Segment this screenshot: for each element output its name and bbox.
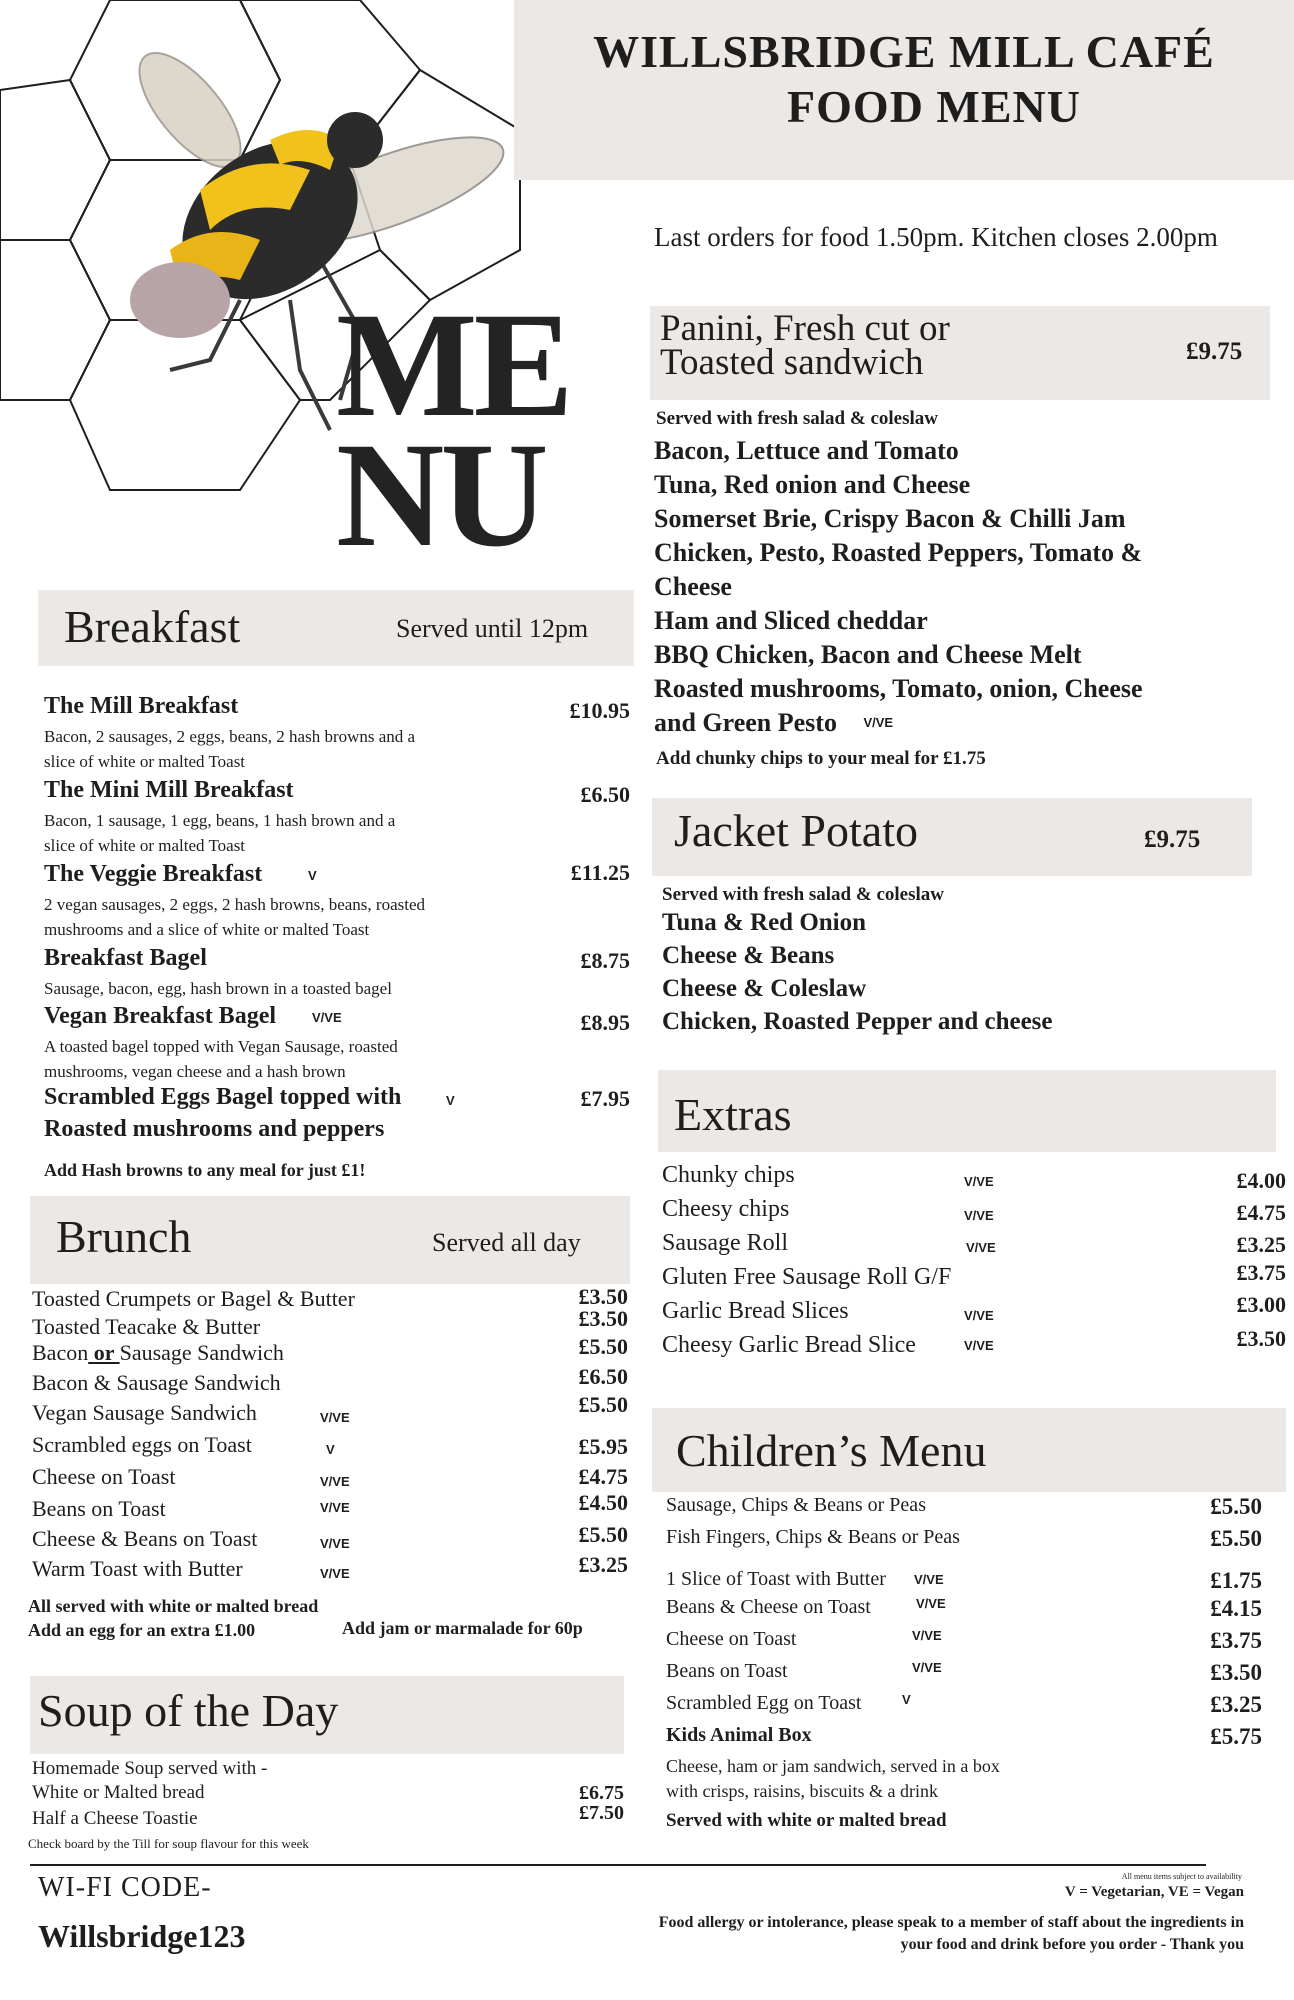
item-price: £5.95 bbox=[578, 1434, 628, 1459]
brunch-list bbox=[28, 1284, 628, 1644]
diet-tag: V/VE bbox=[312, 1010, 342, 1025]
diet-tag: V bbox=[308, 868, 317, 883]
item-desc bbox=[44, 808, 395, 858]
item-name-line-2: Roasted mushrooms and peppers bbox=[44, 1116, 385, 1142]
list-item: Roasted mushrooms, Tomato, onion, Cheese bbox=[654, 674, 1143, 703]
diet-tag: V/VE bbox=[964, 1338, 994, 1353]
list-item: Bacon, Lettuce and Tomato bbox=[654, 436, 959, 465]
diet-tag: V/VE bbox=[863, 715, 894, 730]
diet-tag: V/VE bbox=[320, 1474, 350, 1489]
page-title bbox=[514, 24, 1294, 134]
item-name: Half a Cheese Toastie bbox=[32, 1808, 198, 1829]
menu-word-graphic bbox=[336, 282, 570, 578]
item-price: £7.50 bbox=[579, 1802, 624, 1824]
item-price: £1.75 bbox=[1210, 1568, 1262, 1593]
panini-title bbox=[660, 308, 950, 383]
list-item bbox=[654, 706, 1274, 744]
item-price: £3.00 bbox=[1236, 1292, 1286, 1317]
item-name-part: Bacon bbox=[32, 1340, 89, 1365]
item-price: £4.75 bbox=[1236, 1200, 1286, 1225]
panini-list bbox=[654, 434, 1274, 744]
item-name: Garlic Bread Slices bbox=[662, 1298, 849, 1324]
list-item: Chicken, Roasted Pepper and cheese bbox=[662, 1008, 1053, 1035]
brunch-note-egg: Add an egg for an extra £1.00 bbox=[28, 1620, 256, 1640]
item-name: Breakfast Bagel bbox=[44, 945, 207, 971]
item-name: Warm Toast with Butter bbox=[32, 1556, 243, 1581]
item-price: £4.15 bbox=[1210, 1596, 1262, 1621]
children-list bbox=[666, 1494, 1262, 1844]
item-price: £5.50 bbox=[578, 1522, 628, 1547]
breakfast-served-note: Served until 12pm bbox=[396, 614, 589, 643]
item-desc bbox=[44, 892, 425, 942]
item-name-part: Sausage Sandwich bbox=[119, 1340, 284, 1365]
item-price: £7.95 bbox=[580, 1086, 630, 1111]
diet-tag: V/VE bbox=[966, 1240, 996, 1255]
item-price: £5.50 bbox=[578, 1334, 628, 1359]
item-price: £8.95 bbox=[580, 1010, 630, 1035]
diet-tag: V/VE bbox=[964, 1308, 994, 1323]
item-name: Vegan Breakfast Bagel bbox=[44, 1003, 277, 1029]
allergy-note bbox=[659, 1912, 1244, 1956]
list-item: Ham and Sliced cheddar bbox=[654, 606, 928, 635]
wifi-code: Willsbridge123 bbox=[38, 1918, 246, 1954]
item-price: £3.25 bbox=[578, 1552, 628, 1577]
list-item: Tuna, Red onion and Cheese bbox=[654, 470, 971, 499]
last-orders-note: Last orders for food 1.50pm. Kitchen closes 2.00pm bbox=[654, 222, 1218, 252]
item-price: £3.50 bbox=[578, 1306, 628, 1331]
item-name: Scrambled Eggs Bagel topped with bbox=[44, 1084, 402, 1110]
brunch-note-bread: All served with white or malted bread bbox=[28, 1596, 319, 1616]
item-name: Beans on Toast bbox=[32, 1496, 166, 1521]
children-note: Served with white or malted bread bbox=[666, 1810, 947, 1831]
page-title-line-1: WILLSBRIDGE MILL CAFÉ bbox=[593, 26, 1215, 77]
item-desc-line: mushrooms, vegan cheese and a hash brown bbox=[44, 1062, 346, 1081]
children-title: Children’s Menu bbox=[676, 1425, 987, 1476]
item-price: £5.50 bbox=[1210, 1526, 1262, 1551]
footer-divider bbox=[30, 1864, 1206, 1866]
item-desc bbox=[44, 724, 415, 774]
item-name: Scrambled eggs on Toast bbox=[32, 1432, 252, 1457]
item-price: £8.75 bbox=[580, 948, 630, 973]
panini-title-line-1: Panini, Fresh cut or bbox=[660, 308, 950, 349]
item-name: Bacon & Sausage Sandwich bbox=[32, 1370, 281, 1395]
item-name bbox=[32, 1340, 284, 1366]
wifi-label: WI-FI CODE- bbox=[38, 1872, 212, 1903]
item-price: £3.75 bbox=[1210, 1628, 1262, 1653]
item-name: Sausage, Chips & Beans or Peas bbox=[666, 1494, 926, 1516]
item-desc bbox=[44, 1034, 398, 1084]
item-name: Cheesy Garlic Bread Slice bbox=[662, 1332, 916, 1358]
item-price: £3.50 bbox=[1236, 1326, 1286, 1351]
list-item: Cheese & Beans bbox=[662, 942, 835, 969]
list-item: BBQ Chicken, Bacon and Cheese Melt bbox=[654, 640, 1082, 669]
item-price: £5.50 bbox=[1210, 1494, 1262, 1519]
list-item: Cheese & Coleslaw bbox=[662, 975, 867, 1002]
item-price: £6.50 bbox=[578, 1364, 628, 1389]
item-desc-line: Cheese, ham or jam sandwich, served in a box bbox=[666, 1756, 1000, 1776]
item-desc-line: Bacon, 1 sausage, 1 egg, beans, 1 hash brown and a bbox=[44, 811, 396, 830]
item-name: Toasted Crumpets or Bagel & Butter bbox=[32, 1286, 355, 1311]
item-price: £3.25 bbox=[1210, 1692, 1262, 1717]
item-price: £10.95 bbox=[569, 698, 630, 723]
diet-tag: V bbox=[902, 1692, 911, 1707]
diet-tag: V/VE bbox=[916, 1596, 946, 1611]
item-name: Beans & Cheese on Toast bbox=[666, 1596, 871, 1618]
diet-legend: V = Vegetarian, VE = Vegan bbox=[1064, 1884, 1244, 1900]
item-name: Cheese on Toast bbox=[32, 1464, 176, 1489]
diet-tag: V/VE bbox=[912, 1628, 942, 1643]
diet-tag: V bbox=[446, 1093, 455, 1108]
item-name: Fish Fingers, Chips & Beans or Peas bbox=[666, 1526, 960, 1548]
extras-title: Extras bbox=[674, 1089, 792, 1140]
item-name: The Mini Mill Breakfast bbox=[44, 777, 294, 803]
item-name: Toasted Teacake & Butter bbox=[32, 1314, 261, 1339]
diet-tag: V/VE bbox=[964, 1208, 994, 1223]
allergy-note-line-1: Food allergy or intolerance, please speak to a member of staff about the ingredients in bbox=[658, 1914, 1244, 1931]
list-item: Chicken, Pesto, Roasted Peppers, Tomato & bbox=[654, 538, 1143, 567]
item-name: Cheesy chips bbox=[662, 1196, 790, 1222]
item-price: £3.75 bbox=[1236, 1260, 1286, 1285]
item-price: £5.75 bbox=[1210, 1724, 1262, 1749]
allergy-note-line-2: your food and drink before you order - Thank you bbox=[900, 1936, 1244, 1953]
panini-price: £9.75 bbox=[1186, 338, 1243, 365]
item-desc-line: with crisps, raisins, biscuits & a drink bbox=[666, 1781, 938, 1801]
panini-title-line-2: Toasted sandwich bbox=[660, 342, 924, 383]
item-desc-line: Bacon, 2 sausages, 2 eggs, beans, 2 hash browns and a bbox=[44, 727, 416, 746]
diet-tag: V/VE bbox=[912, 1660, 942, 1675]
item-price: £3.25 bbox=[1236, 1232, 1286, 1257]
jacket-price: £9.75 bbox=[1144, 826, 1201, 853]
brunch-served-note: Served all day bbox=[432, 1228, 581, 1257]
breakfast-title: Breakfast bbox=[64, 601, 241, 652]
jacket-list bbox=[662, 906, 1262, 1038]
item-name: Cheese & Beans on Toast bbox=[32, 1526, 258, 1551]
item-price: £3.50 bbox=[578, 1284, 628, 1309]
jacket-title: Jacket Potato bbox=[674, 805, 918, 856]
brunch-title: Brunch bbox=[56, 1211, 192, 1262]
diet-tag: V/VE bbox=[320, 1536, 350, 1551]
item-name: and Green Pesto bbox=[654, 708, 837, 737]
item-desc-line: slice of white or malted Toast bbox=[44, 836, 246, 855]
diet-tag: V/VE bbox=[964, 1174, 994, 1189]
item-price: £4.75 bbox=[578, 1464, 628, 1489]
item-name: The Mill Breakfast bbox=[44, 693, 239, 719]
item-desc-line: Sausage, bacon, egg, hash brown in a toasted bagel bbox=[44, 979, 392, 998]
diet-tag: V bbox=[326, 1442, 335, 1457]
item-name: Sausage Roll bbox=[662, 1230, 788, 1256]
diet-tag: V/VE bbox=[320, 1500, 350, 1515]
item-name: The Veggie Breakfast bbox=[44, 861, 263, 887]
diet-tag: V/VE bbox=[914, 1572, 944, 1587]
soup-title: Soup of the Day bbox=[38, 1685, 339, 1736]
availability-note: All menu items subject to availability bbox=[1121, 1872, 1242, 1881]
list-item: Somerset Brie, Crispy Bacon & Chilli Jam bbox=[654, 504, 1126, 533]
item-desc-line: 2 vegan sausages, 2 eggs, 2 hash browns, beans, roasted bbox=[44, 895, 425, 914]
item-name: Beans on Toast bbox=[666, 1660, 788, 1682]
item-price: £11.25 bbox=[570, 860, 630, 885]
item-price: £6.75 bbox=[579, 1782, 624, 1804]
brunch-note-jam: Add jam or marmalade for 60p bbox=[342, 1618, 583, 1638]
diet-tag: V/VE bbox=[320, 1566, 350, 1581]
item-price: £3.50 bbox=[1210, 1660, 1262, 1685]
item-price: £4.00 bbox=[1236, 1168, 1286, 1193]
item-desc bbox=[44, 976, 392, 1001]
item-desc-line: slice of white or malted Toast bbox=[44, 752, 246, 771]
item-desc bbox=[666, 1754, 1000, 1804]
list-item: Tuna & Red Onion bbox=[662, 909, 867, 936]
diet-tag: V/VE bbox=[320, 1410, 350, 1425]
panini-served-note: Served with fresh salad & coleslaw bbox=[656, 408, 938, 429]
item-price: £6.50 bbox=[580, 782, 630, 807]
item-name: Vegan Sausage Sandwich bbox=[32, 1400, 257, 1425]
list-item: Cheese bbox=[654, 572, 732, 601]
item-name: Gluten Free Sausage Roll G/F bbox=[662, 1264, 952, 1290]
item-name: Scrambled Egg on Toast bbox=[666, 1692, 862, 1714]
item-name: Cheese on Toast bbox=[666, 1628, 797, 1650]
item-price: £4.50 bbox=[578, 1490, 628, 1515]
soup-note: Check board by the Till for soup flavour for this week bbox=[28, 1836, 309, 1851]
soup-line-1: Homemade Soup served with - bbox=[32, 1758, 268, 1779]
item-name: Chunky chips bbox=[662, 1162, 795, 1188]
item-desc-line: mushrooms and a slice of white or malted Toast bbox=[44, 920, 370, 939]
item-name: White or Malted bread bbox=[32, 1782, 205, 1803]
item-desc-line: A toasted bagel topped with Vegan Sausage, roasted bbox=[44, 1037, 398, 1056]
item-price: £5.50 bbox=[578, 1392, 628, 1417]
menu-word-line-1: ME bbox=[336, 282, 570, 448]
menu-word-line-2: NU bbox=[336, 412, 545, 578]
breakfast-list bbox=[44, 690, 630, 1190]
extras-list bbox=[662, 1162, 1286, 1372]
item-name-or: or bbox=[88, 1340, 120, 1365]
item-name: Kids Animal Box bbox=[666, 1724, 812, 1746]
page-title-line-2: FOOD MENU bbox=[787, 81, 1081, 133]
soup-list bbox=[28, 1756, 624, 1856]
panini-note: Add chunky chips to your meal for £1.75 bbox=[656, 748, 986, 769]
jacket-served-note: Served with fresh salad & coleslaw bbox=[662, 884, 944, 905]
breakfast-note: Add Hash browns to any meal for just £1! bbox=[44, 1160, 366, 1180]
item-name: 1 Slice of Toast with Butter bbox=[666, 1568, 886, 1590]
